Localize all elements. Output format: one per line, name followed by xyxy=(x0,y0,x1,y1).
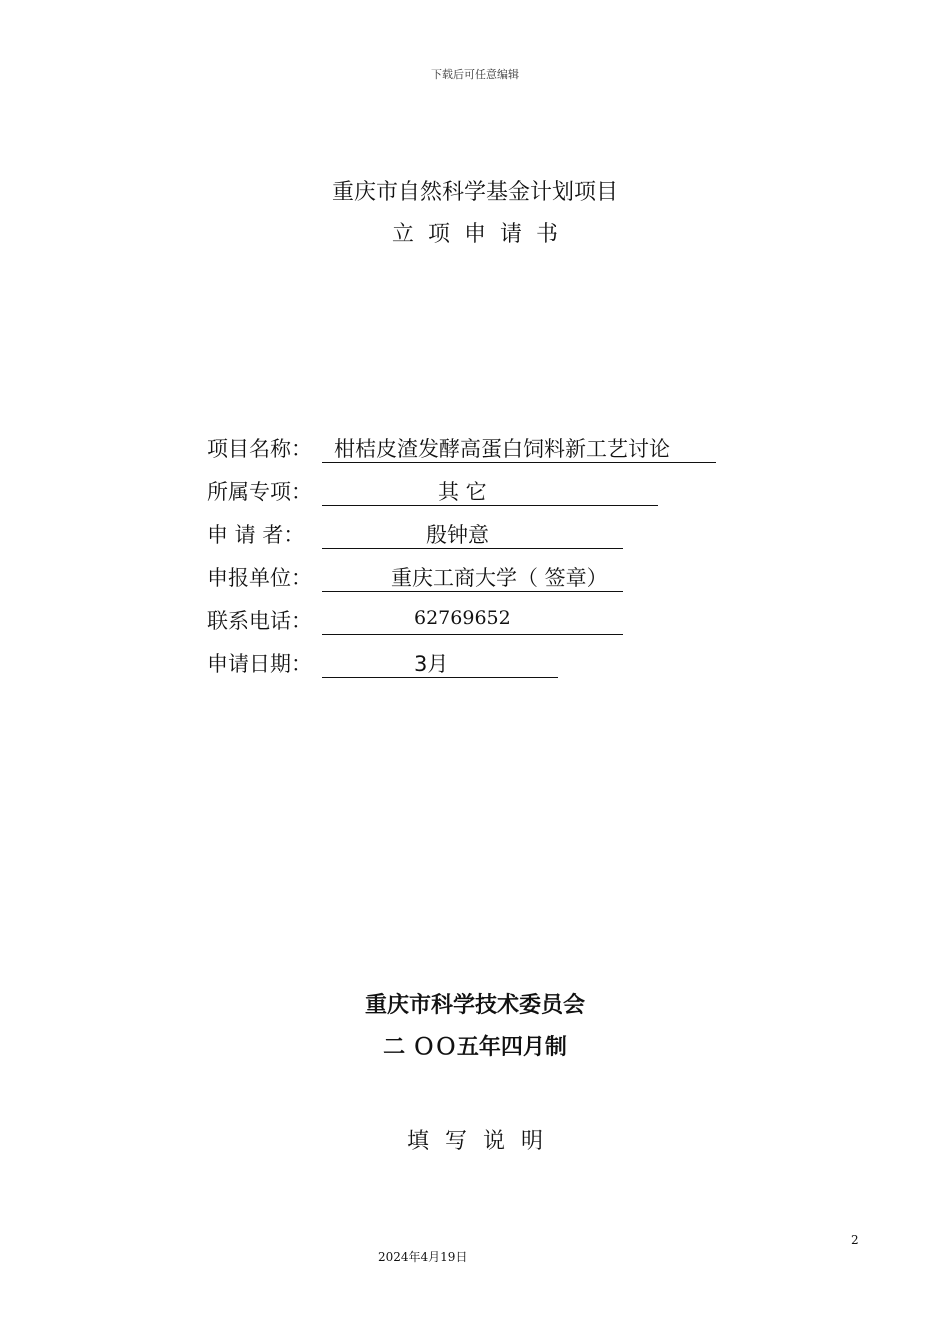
footer-date: 2024年4月19日 xyxy=(378,1250,468,1264)
field-value: 62769652 xyxy=(414,607,511,629)
field-value: 殷钟意 xyxy=(426,523,489,547)
field-label: 项目名称： xyxy=(207,437,312,461)
document-title: 重庆市自然科学基金计划项目 xyxy=(331,180,618,205)
field-application-date xyxy=(207,648,567,680)
page-number: 2 xyxy=(851,1233,859,1247)
field-label: 申请日期： xyxy=(207,652,312,676)
field-value: 其 它 xyxy=(438,480,487,504)
made-date: 二 ＯＯ五年四月制 xyxy=(383,1035,567,1060)
field-contact-phone xyxy=(207,605,627,637)
field-value: 3月 xyxy=(414,652,449,676)
field-underline xyxy=(322,476,658,506)
field-applying-unit xyxy=(207,562,627,594)
field-applicant xyxy=(207,519,627,551)
header-note: 下载后可任意编辑 xyxy=(431,68,519,81)
field-project-name xyxy=(207,433,727,465)
field-value: 柑桔皮渣发酵高蛋白饲料新工艺讨论 xyxy=(334,437,670,461)
organization-name: 重庆市科学技术委员会 xyxy=(364,993,585,1018)
field-label: 联系电话： xyxy=(207,609,312,633)
document-subtitle: 立项申请书 xyxy=(391,222,572,247)
field-label: 申 请 者： xyxy=(207,523,305,547)
field-label: 申报单位： xyxy=(207,566,312,590)
field-value: 重庆工商大学（ 签章） xyxy=(391,566,608,590)
field-label: 所属专项： xyxy=(207,480,312,504)
field-special-program xyxy=(207,476,667,508)
instructions-heading: 填写说明 xyxy=(406,1129,559,1154)
